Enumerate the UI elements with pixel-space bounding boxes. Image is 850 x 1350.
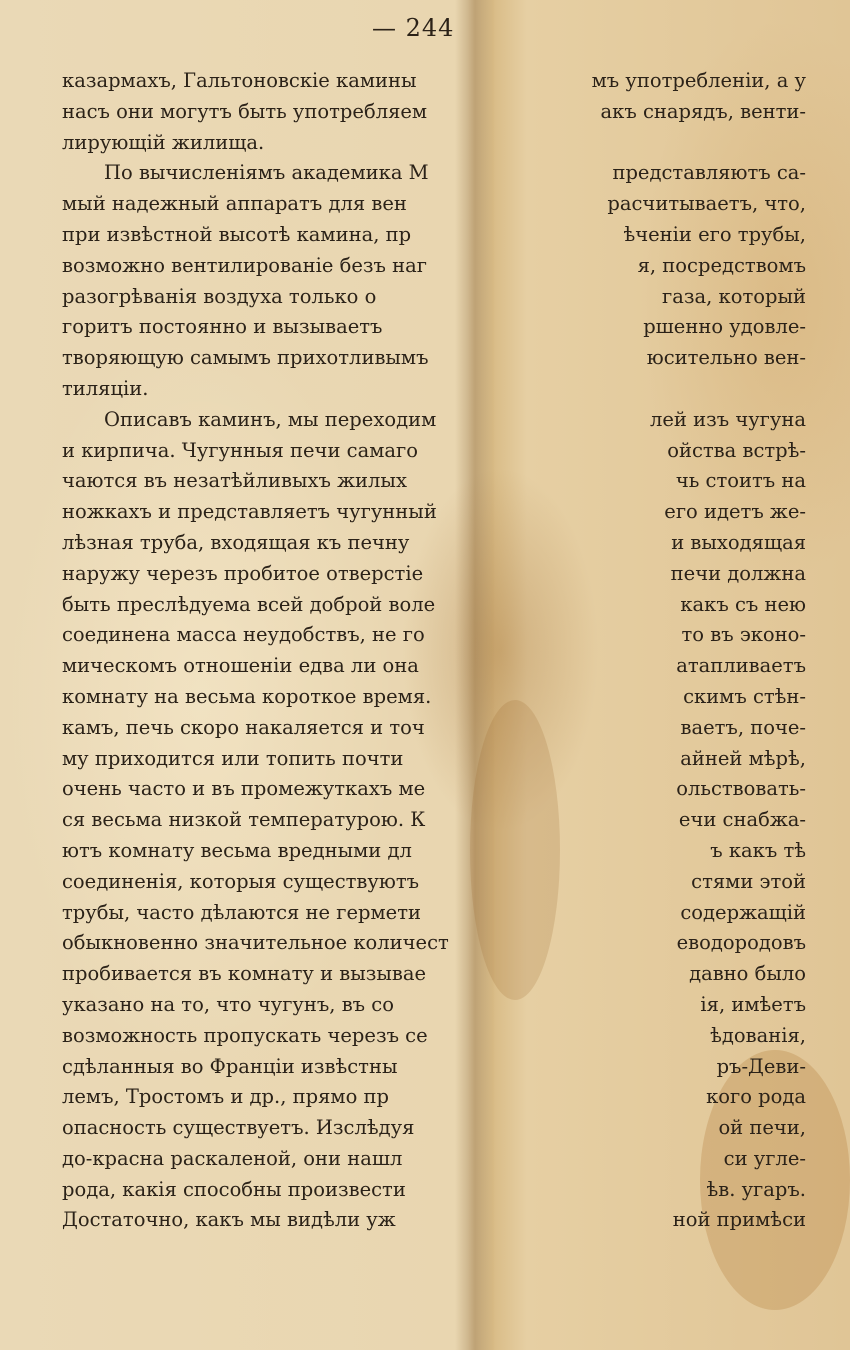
- left-text-line: наружу черезъ пробитое отверстiе: [62, 561, 424, 585]
- left-text-line: соединенiя, которыя существуютъ: [62, 869, 420, 893]
- left-text-line: при извѣстной высотѣ камина, пр: [62, 222, 412, 246]
- right-text-line: мъ употребленiи, а у: [591, 69, 806, 92]
- right-text-column: [506, 66, 806, 1286]
- right-text-line: акъ снарядъ, венти-: [600, 99, 806, 123]
- left-text-line: Описавъ каминъ, мы переходим: [104, 407, 437, 431]
- right-text-line: [506, 374, 806, 405]
- left-text-line: горитъ постоянно и вызываетъ: [62, 315, 383, 339]
- page-number: — 244: [372, 14, 455, 42]
- left-text-line: пробивается въ комнату и вызывае: [62, 962, 427, 986]
- right-text-line: айней мѣрѣ,: [680, 746, 806, 770]
- left-text-line: тиляцiи.: [62, 376, 149, 400]
- left-text-line: до-красна раскаленой, они нашл: [62, 1146, 403, 1170]
- left-text-line: обыкновенно значительное количест: [62, 931, 449, 955]
- left-text-line: комнату на весьма короткое время.: [62, 684, 432, 708]
- left-text-column: [62, 66, 454, 1286]
- right-text-line: его идетъ же-: [664, 500, 806, 524]
- right-text-line: ршенно удовле-: [643, 315, 806, 339]
- left-text-line: указано на то, что чугунъ, въ со: [62, 992, 394, 1016]
- right-text-line: ъ какъ тѣ: [710, 838, 806, 862]
- right-text-line: ойства встрѣ-: [667, 438, 806, 462]
- left-text-line: Достаточно, какъ мы видѣли уж: [62, 1208, 396, 1232]
- right-text-line: какъ съ нею: [680, 592, 806, 616]
- left-text-line: возможно вентилированiе безъ наг: [62, 253, 427, 277]
- left-text-line: му приходится или топить почти: [62, 746, 404, 770]
- right-text-line: скимъ стѣн-: [683, 684, 806, 708]
- right-text-line: я, посредствомъ: [637, 253, 806, 277]
- left-text-line: мый надежный аппаратъ для вен: [62, 192, 407, 216]
- right-text-line: ръ-Деви-: [716, 1054, 806, 1078]
- right-text-line: атапливаетъ: [676, 654, 806, 678]
- right-text-line: содержащiй: [680, 900, 806, 924]
- right-text-line: то въ эконо-: [681, 623, 806, 647]
- right-text-line: представляютъ са-: [612, 161, 806, 185]
- right-text-line: ваетъ, поче-: [680, 715, 806, 739]
- right-text-line: чь стоитъ на: [675, 469, 806, 493]
- right-text-line: ольствовать-: [676, 777, 806, 801]
- right-text-line: iя, имѣетъ: [700, 992, 806, 1016]
- right-text-line: кого рода: [706, 1085, 806, 1109]
- right-text-line: печи должна: [670, 561, 806, 585]
- left-text-line: чаются въ незатѣйливыхъ жилых: [62, 469, 407, 493]
- left-text-line: ножкахъ и представляетъ чугунный: [62, 500, 437, 524]
- right-text-line: газа, который: [662, 284, 806, 308]
- right-text-line: ечи снабжа-: [678, 808, 806, 832]
- right-text-line: расчитываетъ, что,: [607, 192, 806, 216]
- left-text-line: и кирпича. Чугунныя печи самаго: [62, 438, 418, 462]
- left-text-line: соединена масса неудобствъ, не го: [62, 623, 425, 647]
- right-text-line: давно было: [689, 962, 806, 986]
- right-text-line: юсительно вен-: [646, 346, 806, 370]
- left-text-line: ся весьма низкой температурою. К: [62, 808, 426, 832]
- right-text-line: ѣдованiя,: [710, 1023, 806, 1047]
- left-text-line: лирующiй жилища.: [62, 130, 265, 154]
- right-text-line: [506, 128, 806, 159]
- right-text-line: стями этой: [691, 869, 806, 893]
- right-text-line: и выходящая: [671, 530, 806, 554]
- left-text-line: быть преслѣдуема всей доброй воле: [62, 592, 436, 616]
- left-text-line: трубы, часто дѣлаются не гермети: [62, 900, 421, 924]
- left-text-line: творяющую самымъ прихотливымъ: [62, 346, 429, 370]
- right-text-line: лей изъ чугуна: [649, 407, 806, 431]
- left-text-line: разогрѣванiя воздуха только о: [62, 284, 377, 308]
- right-text-line: ой печи,: [718, 1116, 806, 1140]
- left-text-line: казармахъ, Гальтоновскiе камины: [62, 69, 417, 92]
- left-text-line: насъ они могутъ быть употребляем: [62, 99, 428, 123]
- left-text-line: рода, какiя способны произвести: [62, 1177, 406, 1201]
- left-text-line: возможность пропускать черезъ се: [62, 1023, 428, 1047]
- right-text-line: ѣв. угаръ.: [706, 1177, 806, 1201]
- left-text-line: мическомъ отношенiи едва ли она: [62, 654, 419, 678]
- left-text-line: По вычисленiямъ академика М: [104, 161, 429, 185]
- right-text-line: ѣченiи его трубы,: [623, 222, 806, 246]
- left-text-line: очень часто и въ промежуткахъ ме: [62, 777, 426, 801]
- left-text-line: ютъ комнату весьма вредными дл: [62, 838, 412, 862]
- right-text-line: си угле-: [723, 1146, 806, 1170]
- left-text-line: лѣзная труба, входящая къ печну: [62, 530, 410, 554]
- left-text-line: опасность существуетъ. Изслѣдуя: [62, 1116, 415, 1140]
- page-gutter-shadow: [455, 0, 495, 1350]
- left-text-line: сдѣланныя во Францiи извѣстны: [62, 1054, 398, 1078]
- right-text-line: ной примѣси: [672, 1208, 806, 1232]
- right-text-line: еводородовъ: [676, 931, 806, 955]
- left-text-line: лемъ, Тростомъ и др., прямо пр: [62, 1085, 389, 1109]
- left-text-line: камъ, печь скоро накаляется и точ: [62, 715, 425, 739]
